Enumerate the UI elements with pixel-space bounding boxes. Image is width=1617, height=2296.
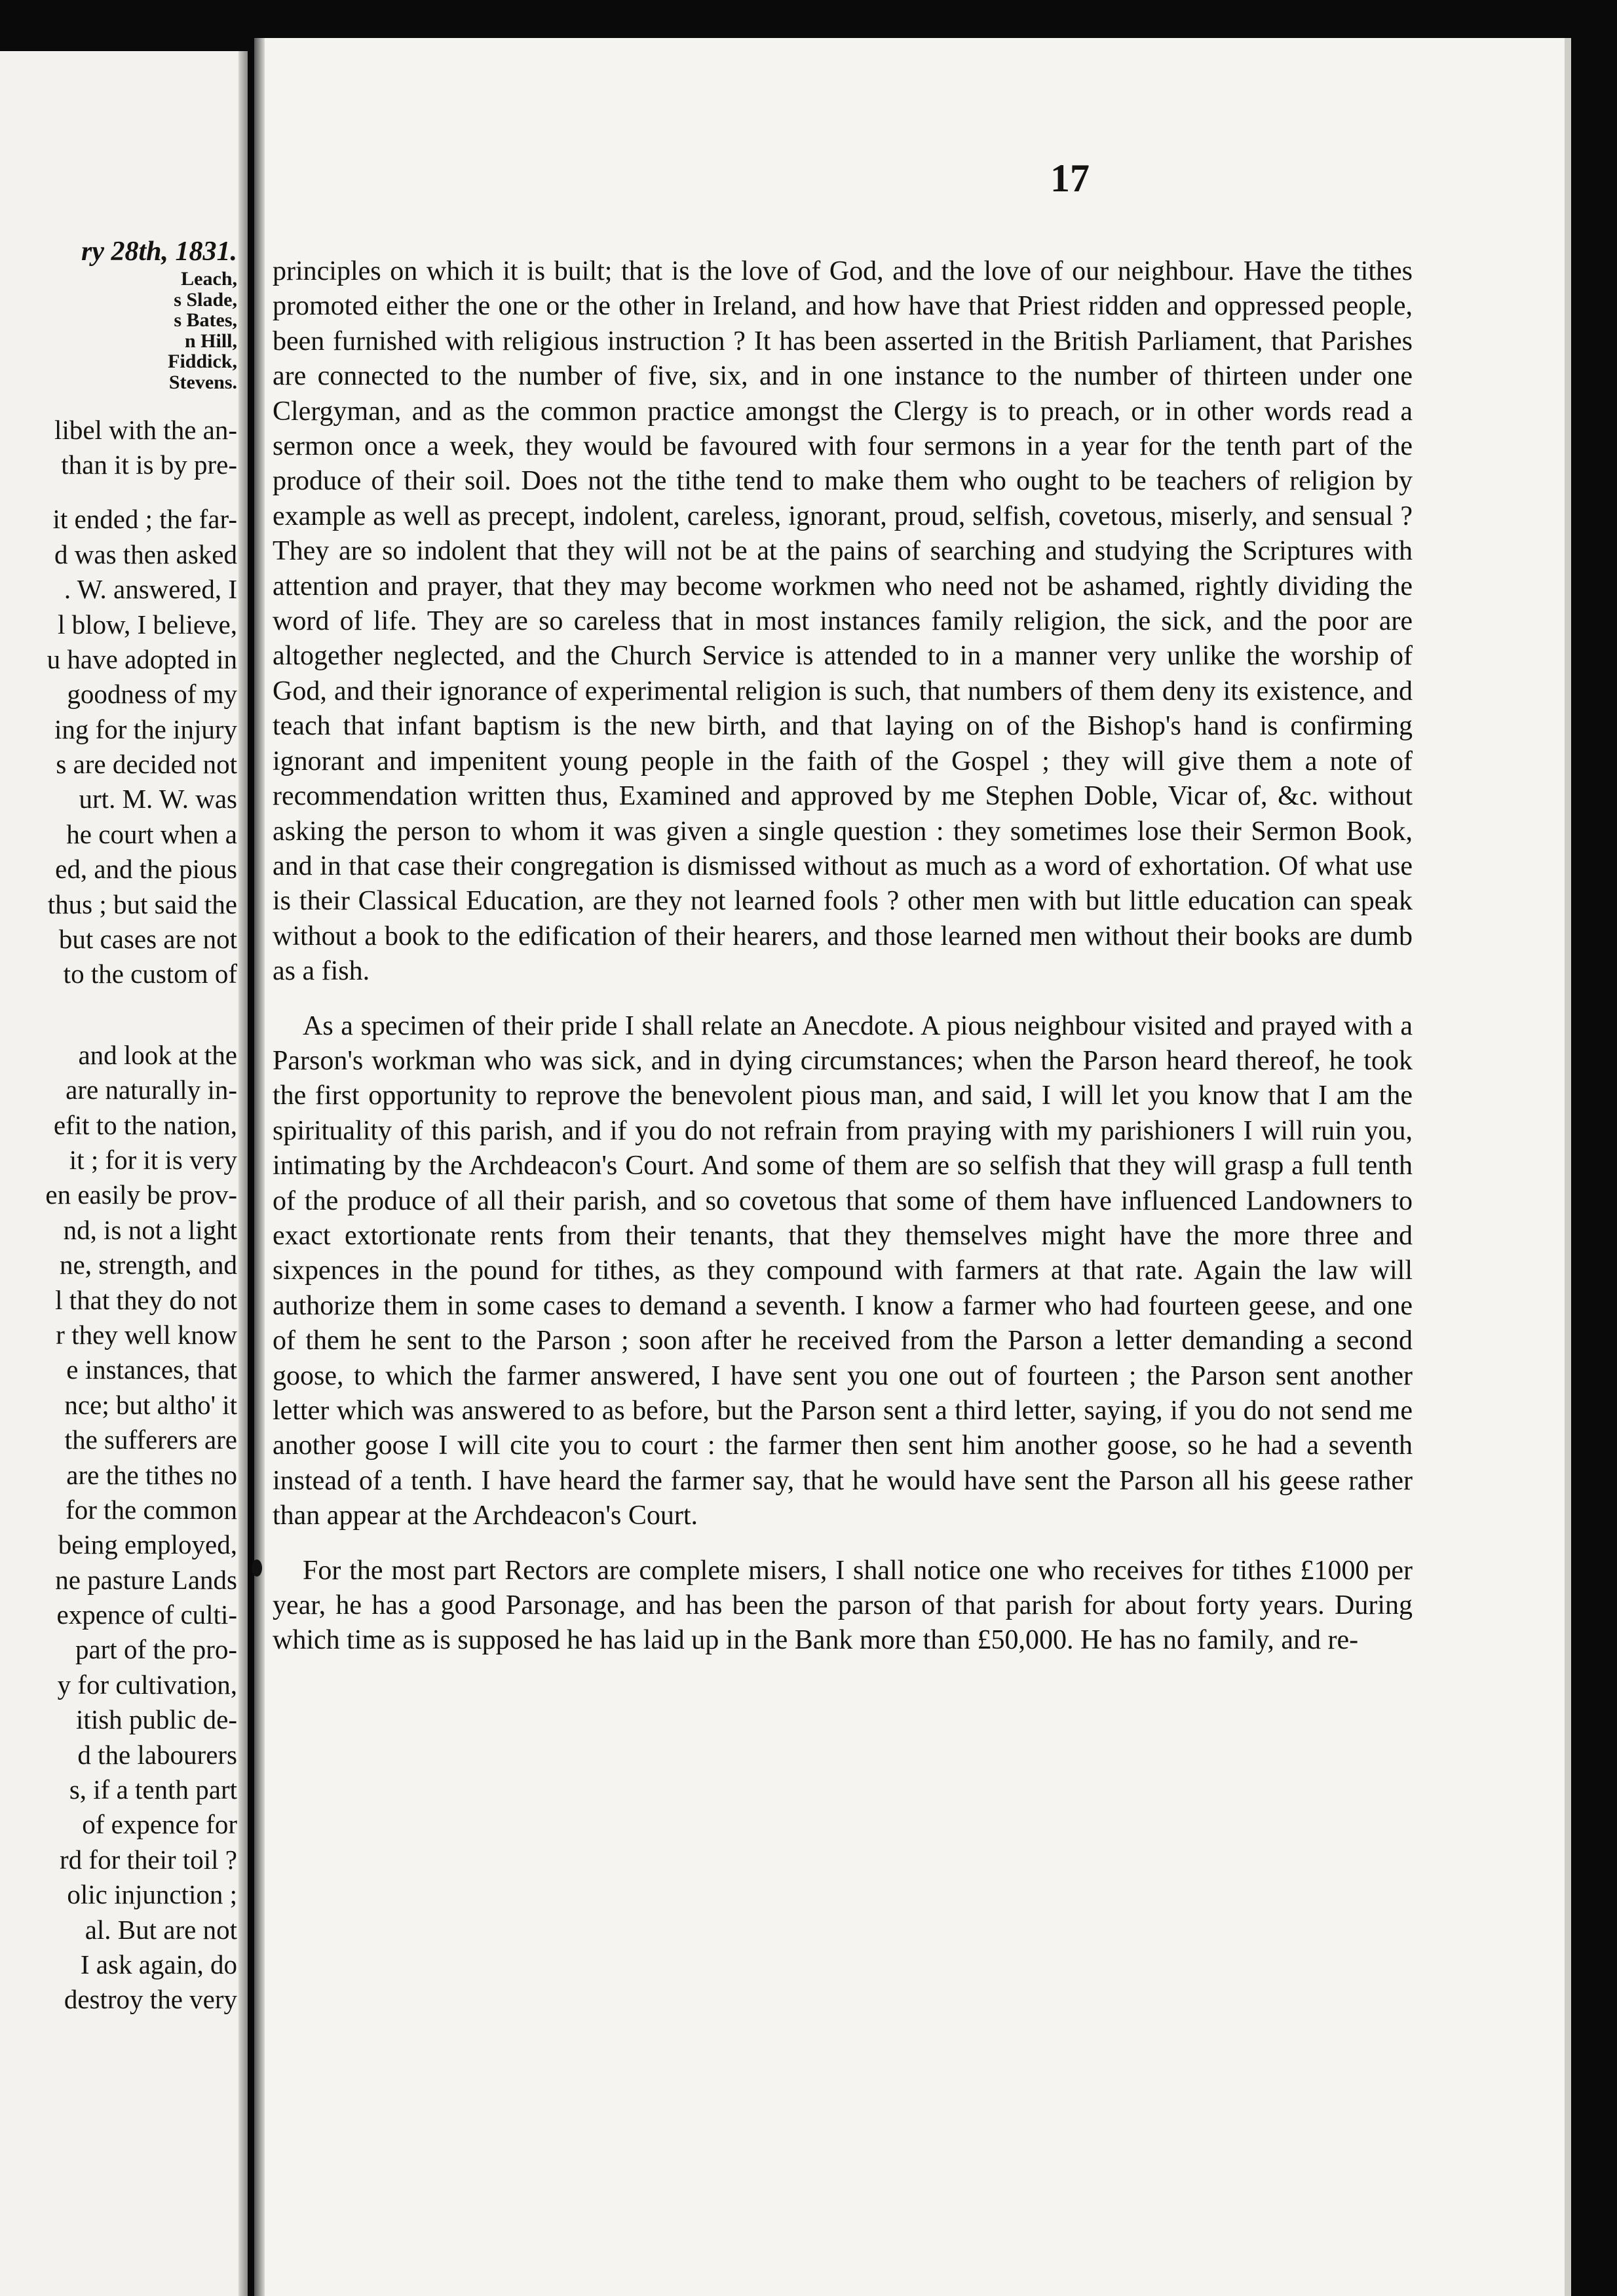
- left-page-line: efit to the nation,: [53, 1109, 237, 1140]
- left-page-line: ing for the injury: [54, 714, 237, 744]
- page-body: [273, 254, 1413, 1678]
- left-page-line: it ended ; the far-: [52, 504, 237, 535]
- paragraph-1: principles on which it is built; that is the love of God, and the love of our neighbour. Have the tithes promoted either the one or the other in Ireland, and how have that Priest ridden and oppressed people, been furnished with religious instruction ? It has been asserted in the British Parliament, that Parishes are connected to the number of five, six, and in one instance to the number of thirteen under one Clergyman, and as the common practice amongst the Clergy is to preach, or in other words read a sermon once a week, they would be favoured with four sermons in a year for the tenth part of the produce of their soil. Does not the tithe tend to make them who ought to be teachers of religion by example as well as precept, indolent, careless, ignorant, proud, selfish, covetous, miserly, and sensual ? They are so indolent that they will not be at the pains of searching and studying the Scriptures with attention and prayer, that they may become workmen who need not be ashamed, rightly dividing the word of life. They are so careless that in most instances family religion, the sick, and the poor are altogether neglected, and the Church Service is attended to in a manner very unlike the worship of God, and their ignorance of experimental religion is such, that numbers of them deny its existence, and teach that infant baptism is the new birth, and that laying on of the Bishop's hand is confirming ignorant and impenitent young people in the faith of the Gospel ; they will give them a note of recommendation written thus, Examined and approved by me Stephen Doble, Vicar of, &c. without asking the person to whom it was given a single question : they sometimes lose their Sermon Book, and in that case their congregation is dismissed without as much as a word of exhortation. Of what use is their Classical Education, are they not learned fools ? other men with but little education can speak without a book to the edification of their hearers, and those learned men without their books are dumb as a fish.: [273, 256, 1413, 987]
- left-page-line: Stevens.: [168, 371, 237, 393]
- left-page-line: part of the pro-: [75, 1634, 237, 1665]
- left-page-line: olic injunction ;: [67, 1879, 237, 1910]
- left-page-line: e instances, that: [66, 1354, 237, 1385]
- left-page-line: of expence for: [82, 1809, 237, 1840]
- left-page-line: nce; but altho' it: [64, 1389, 237, 1420]
- left-page-line: n Hill,: [184, 330, 237, 352]
- left-page-line: l that they do not: [55, 1284, 237, 1315]
- left-page-line: he court when a: [66, 818, 237, 849]
- page-edge: [1565, 38, 1571, 2296]
- left-page-line: r they well know: [56, 1319, 237, 1350]
- left-page-line: al. But are not: [85, 1914, 237, 1945]
- left-page-line: d was then asked: [54, 539, 237, 569]
- book-gutter-left: [238, 51, 248, 2296]
- left-page-line: s are decided not: [56, 749, 237, 780]
- left-page-line: urt. M. W. was: [79, 784, 237, 814]
- paragraph-2: As a specimen of their pride I shall relate an Anecdote. A pious neighbour visited and prayed with a Parson's workman who was sick, and in dying circumstances; when the Parson heard thereof, he took the first opportunity to reprove the benevolent pious man, and said, I will let you know that I am the spirituality of this parish, and if you do not refrain from praying with my parishioners I will ruin you, intimating by the Archdeacon's Court. And some of them are so selfish that they will grasp a full tenth of the produce of all their parish, and so covetous that some of them have influenced Landowners to exact extortionate rents from their tenants, that they themselves might have the more three and sixpences in the pound for tithes, as they compound with farmers at that rate. Again the law will authorize them in some cases to demand a seventh. I know a farmer who had fourteen geese, and one of them he sent to the Parson ; soon after he received from the Parson a letter demanding a second goose, to which the farmer answered, I have sent you one out of fourteen ; the Parson sent another letter which was answered to as before, but the Parson sent a third letter, saying, if you do not send me another goose I will cite you to court : the farmer then sent him another goose, so he had a seventh instead of a tenth. I have heard the farmer say, that he would have sent the Parson all his geese rather than appear at the Archdeacon's Court.: [273, 1010, 1413, 1531]
- left-page-line: . W. answered, I: [64, 574, 237, 605]
- left-page-line: Leach,: [181, 268, 237, 290]
- left-page-line: itish public de-: [76, 1704, 237, 1735]
- left-page-line: thus ; but said the: [47, 889, 237, 919]
- left-page-line: s, if a tenth part: [69, 1774, 237, 1805]
- left-page-text: [0, 235, 237, 2018]
- left-page-line: than it is by pre-: [61, 449, 237, 480]
- left-page-line: u have adopted in: [47, 643, 237, 674]
- left-page-line: are the tithes no: [66, 1459, 237, 1490]
- book-gutter-right: [254, 38, 265, 2296]
- left-page-line: to the custom of: [63, 959, 237, 989]
- left-page-line: for the common: [66, 1494, 237, 1525]
- left-page: [0, 51, 248, 2296]
- left-page-line: en easily be prov-: [45, 1179, 237, 1210]
- left-page-line: rd for their toil ?: [60, 1844, 237, 1875]
- left-page-line: ne pasture Lands: [55, 1564, 237, 1595]
- left-page-line: y for cultivation,: [57, 1669, 237, 1700]
- margin-mark: [252, 1559, 262, 1577]
- left-page-line: goodness of my: [67, 679, 237, 710]
- left-page-line: s Slade,: [174, 288, 237, 311]
- left-page-line: nd, is not a light: [63, 1214, 237, 1245]
- left-page-line: the sufferers are: [64, 1425, 237, 1455]
- left-page-line: are naturally in-: [66, 1075, 237, 1105]
- left-page-line: destroy the very: [64, 1984, 237, 2015]
- page-number: 17: [1050, 157, 1090, 200]
- left-page-line: expence of culti-: [56, 1599, 237, 1630]
- right-page: [254, 38, 1571, 2296]
- left-page-paragraph-a: [0, 413, 237, 483]
- scan-border: [1571, 0, 1617, 2296]
- left-page-line: ed, and the pious: [55, 854, 237, 885]
- left-page-line: d the labourers: [77, 1739, 237, 1770]
- left-page-line: and look at the: [78, 1039, 237, 1070]
- left-page-paragraph-b: [0, 502, 237, 991]
- left-page-line: I ask again, do: [80, 1949, 237, 1980]
- left-page-line: l blow, I believe,: [57, 609, 237, 640]
- paragraph-3: For the most part Rectors are complete misers, I shall notice one who receives for tithes £1000 per year, he has a good Parsonage, and has been the parson of that parish for about forty years. During which time as is supposed he has laid up in the Bank more than £50,000. He has no family, and re-: [273, 1555, 1413, 1656]
- left-page-line: libel with the an-: [54, 414, 237, 445]
- left-page-line: it ; for it is very: [69, 1144, 237, 1175]
- left-page-paragraph-c: [0, 1038, 237, 2018]
- left-page-line: but cases are not: [58, 924, 237, 955]
- left-page-line: Fiddick,: [168, 351, 237, 373]
- left-page-heading: ry 28th, 1831.: [81, 237, 237, 267]
- left-page-line: being employed,: [58, 1529, 237, 1560]
- left-page-names: [0, 269, 237, 393]
- left-page-line: ne, strength, and: [60, 1250, 237, 1280]
- left-page-line: s Bates,: [174, 309, 237, 332]
